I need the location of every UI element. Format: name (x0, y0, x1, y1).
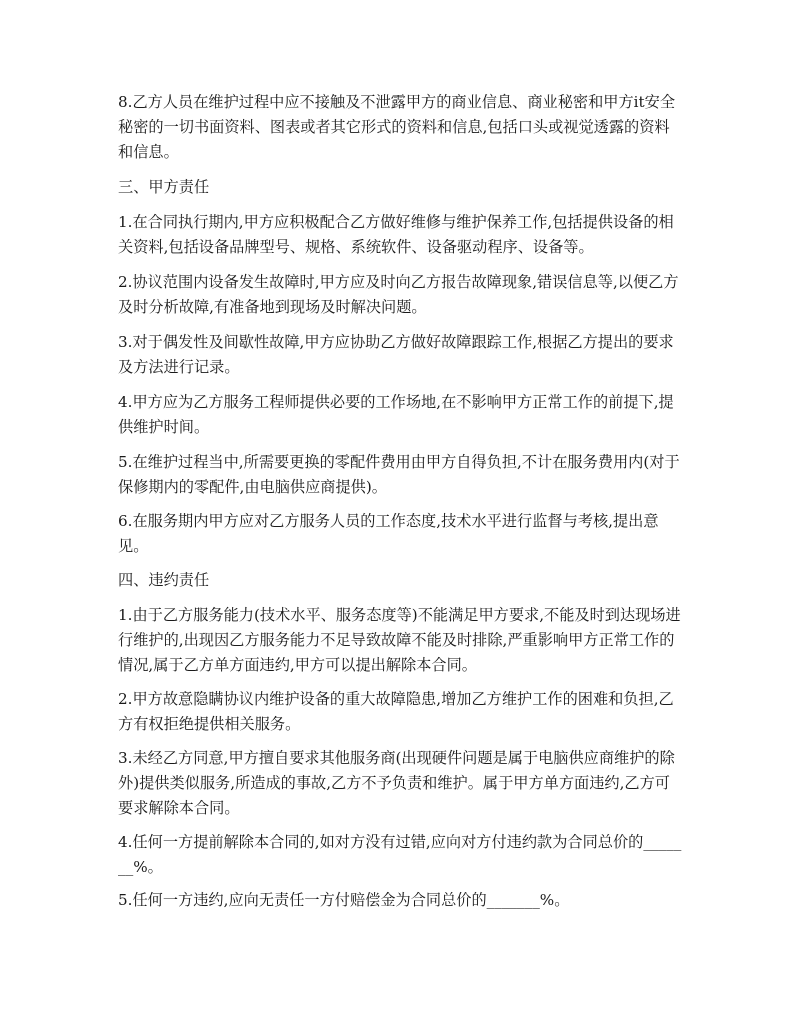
paragraph-8-confidentiality: 8.乙方人员在维护过程中应不接触及不泄露甲方的商业信息、商业秘密和甲方it安全秘密的一切书面资料、图表或者其它形式的资料和信息,包括口头或视觉透露的资料和信息。 (118, 93, 676, 161)
breach-clause-2: 2.甲方故意隐瞒协议内维护设备的重大故障隐患,增加乙方维护工作的困难和负担,乙方有权拒绝提供相关服务。 (118, 690, 674, 733)
breach-clause-4: 4.任何一方提前解除本合同的,如对方没有过错,应向对方付违约款为合同总价的_______%。 (118, 833, 682, 876)
breach-clause-1: 1.由于乙方服务能力(技术水平、服务态度等)不能满足甲方要求,不能及时到达现场进行维护的,出现因乙方服务能力不足导致故障不能及时排除,严重影响甲方正常工作的情况,属于乙方单方面违约,甲方可以提出解除本合同。 (118, 606, 681, 674)
breach-clause-3: 3.未经乙方同意,甲方擅自要求其他服务商(出现硬件问题是属于电脑供应商维护的除外)提供类似服务,所造成的事故,乙方不予负责和维护。属于甲方单方面违约,乙方可要求解除本合同。 (118, 749, 675, 817)
party-a-duty-3: 3.对于偶发性及间歇性故障,甲方应协助乙方做好故障跟踪工作,根据乙方提出的要求及方法进行记录。 (118, 333, 674, 376)
section-heading-breach-liability: 四、违约责任 (118, 571, 210, 589)
party-a-duty-6: 6.在服务期内甲方应对乙方服务人员的工作态度,技术水平进行监督与考核,提出意见。 (118, 512, 659, 555)
section-heading-party-a-duties: 三、甲方责任 (118, 178, 210, 196)
party-a-duty-2: 2.协议范围内设备发生故障时,甲方应及时向乙方报告故障现象,错误信息等,以便乙方及时分析故障,有准备地到现场及时解决问题。 (118, 273, 679, 316)
party-a-duty-5: 5.在维护过程当中,所需要更换的零配件费用由甲方自得负担,不计在服务费用内(对于保修期内的零配件,由电脑供应商提供)。 (118, 453, 680, 496)
party-a-duty-4: 4.甲方应为乙方服务工程师提供必要的工作场地,在不影响甲方正常工作的前提下,提供维护时间。 (118, 393, 674, 436)
breach-clause-5: 5.任何一方违约,应向无责任一方付赔偿金为合同总价的_______%。 (118, 891, 570, 909)
party-a-duty-1: 1.在合同执行期内,甲方应积极配合乙方做好维修与维护保养工作,包括提供设备的相关资料,包括设备品牌型号、规格、系统软件、设备驱动程序、设备等。 (118, 213, 674, 256)
